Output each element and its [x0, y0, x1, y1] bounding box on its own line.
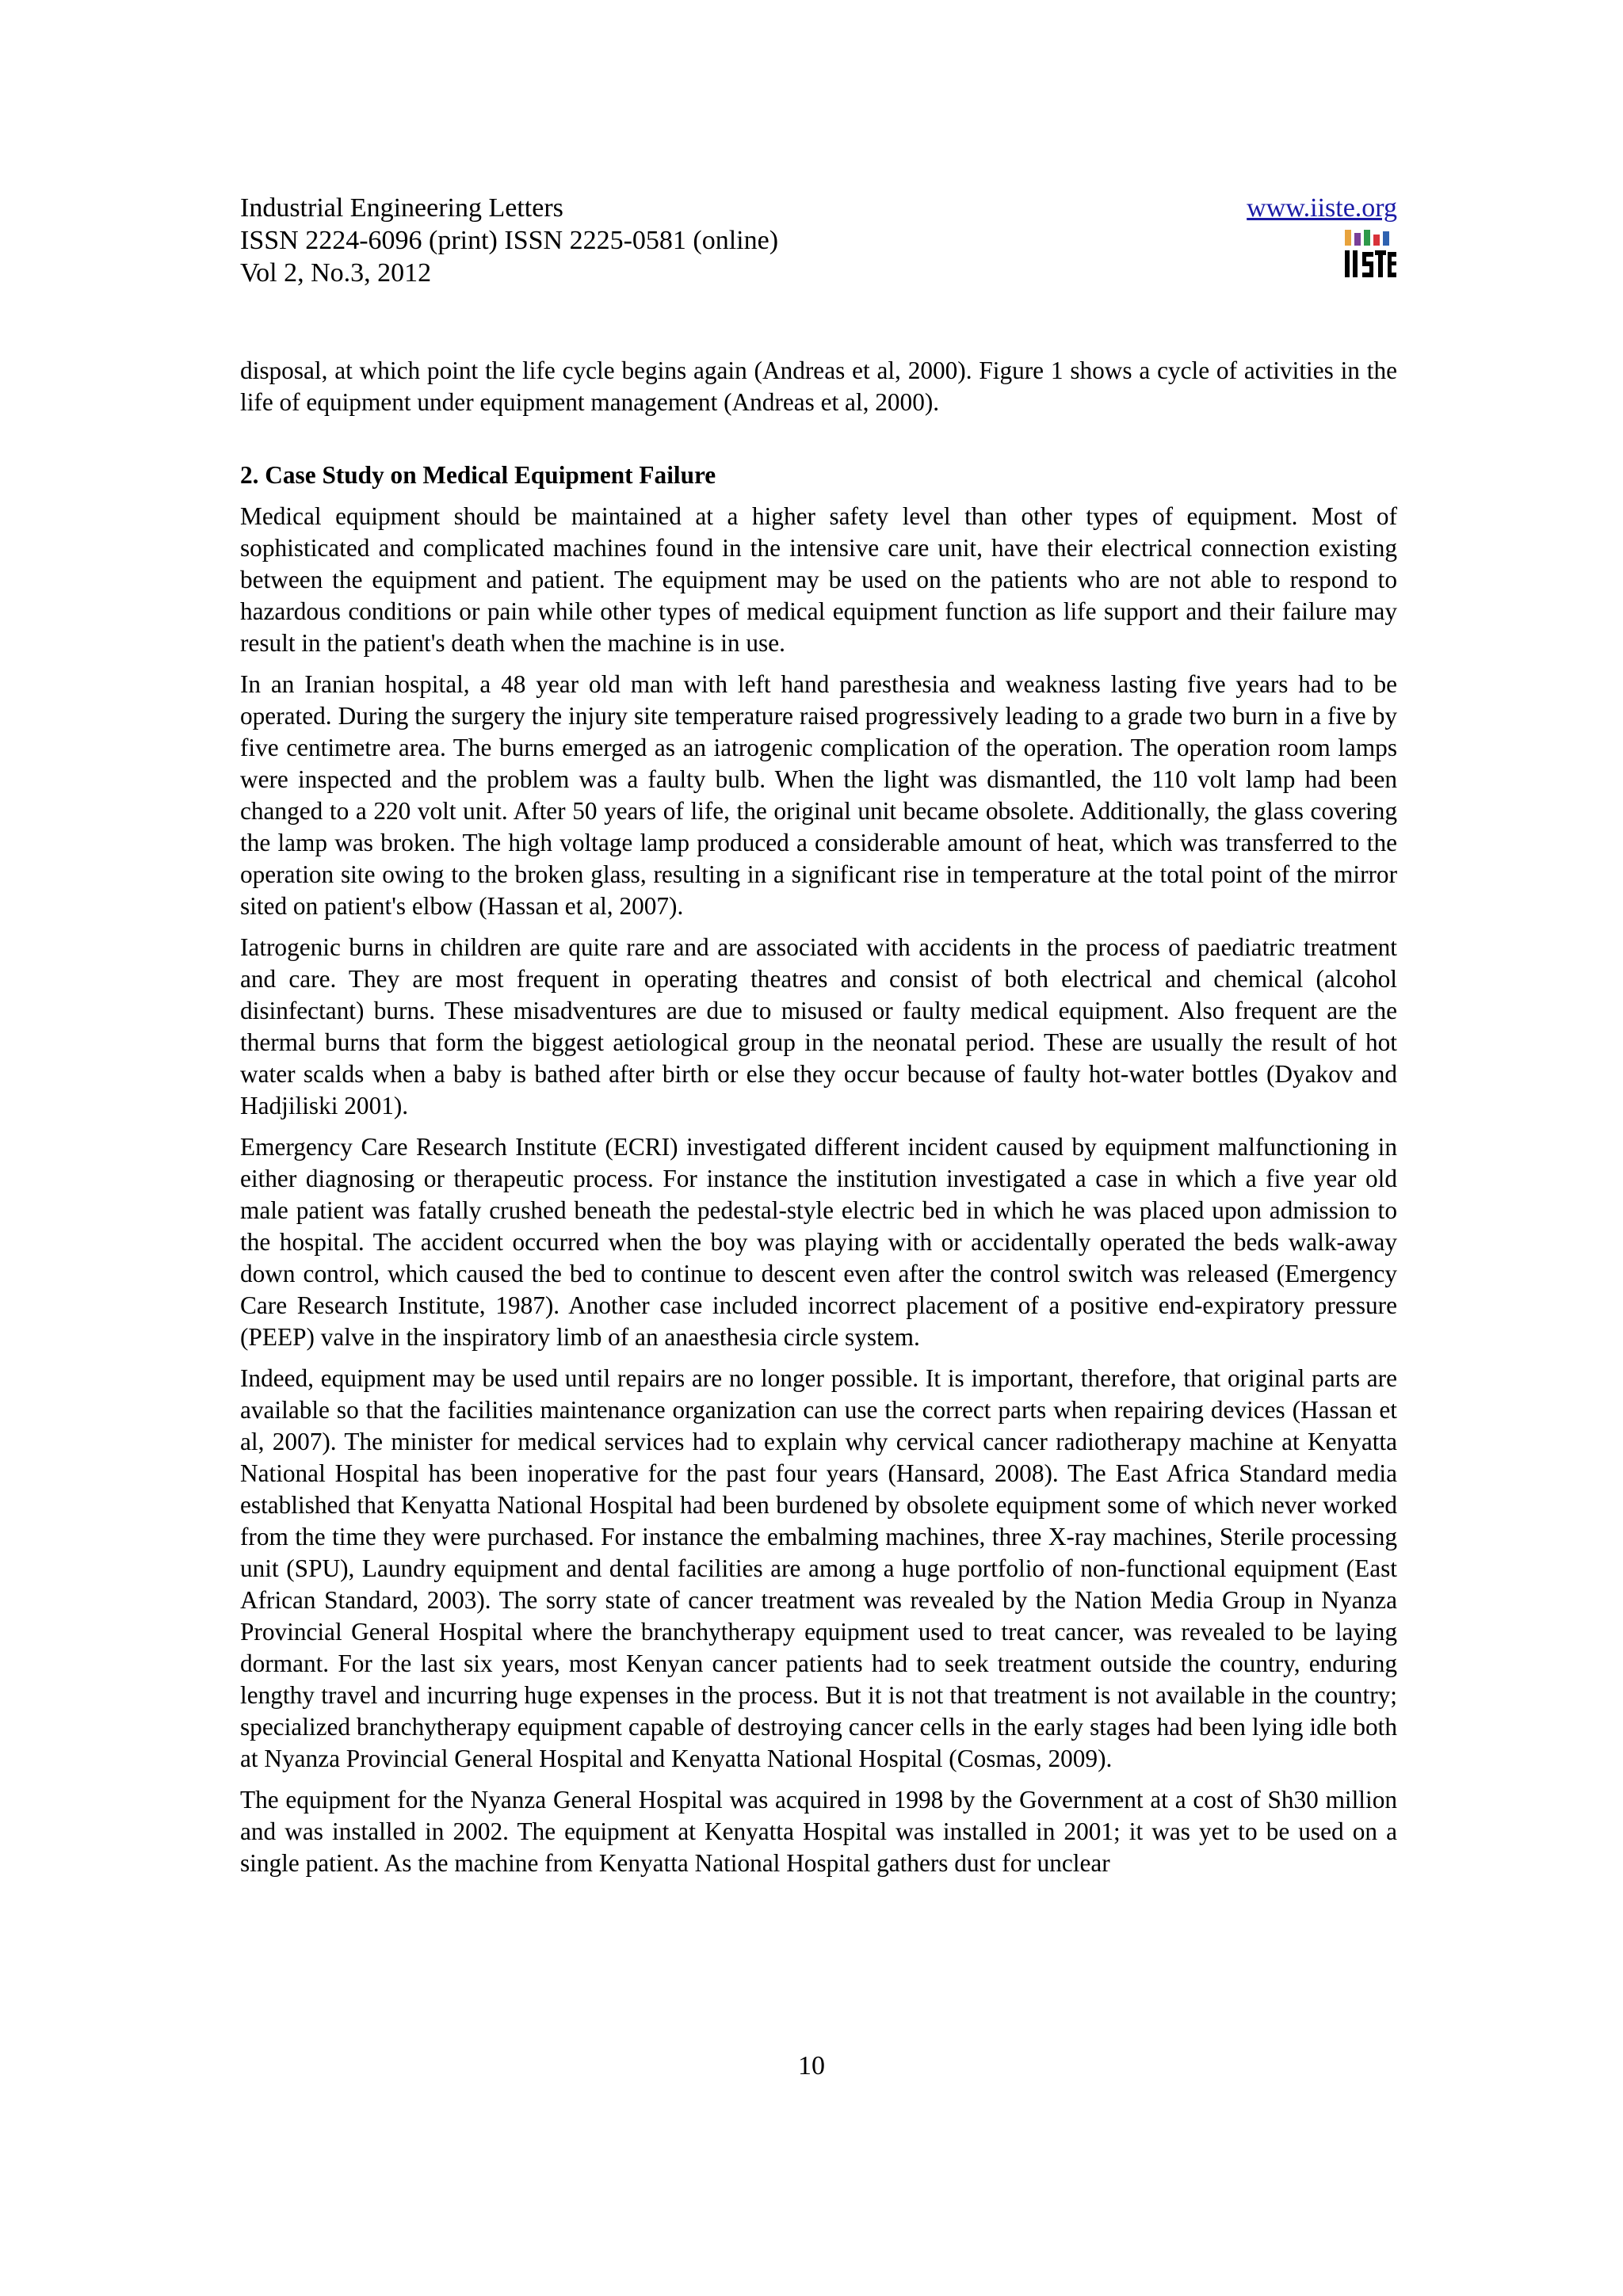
paragraph: The equipment for the Nyanza General Hospital was acquired in 1998 by the Government at a cost of Sh30 million and was installed in 2002. The equipment at Kenyatta Hospital was installed in 2001; it was yet to be used on a single patient. As the machine from Kenyatta National Hospital gathers dust for unclear [240, 1786, 1397, 1877]
paragraph: Emergency Care Research Institute (ECRI) investigated different incident caused by equipment malfunctioning in either diagnosing or therapeutic process. For instance the institution investigated a case in which a five year old male patient was fatally crushed beneath the pedestal-style electric bed in which he was placed upon admission to the hospital. The accident occurred when the boy was playing with or accidentally operated the beds walk-away down control, which caused the bed to continue to descent even after the control switch was released (Emergency Care Research Institute, 1987). Another case included incorrect placement of a positive end-expiratory pressure (PEEP) valve in the inspiratory limb of an anaesthesia circle system. [240, 1133, 1397, 1351]
page-number: 10 [798, 2051, 825, 2081]
iiste-logo [1342, 228, 1397, 279]
intro-paragraph: disposal, at which point the life cycle begins again (Andreas et al, 2000). Figure 1 shows a cycle of activities in the life of equipment under equipment management (Andreas et al, 2000). [240, 357, 1397, 416]
volume-line: Vol 2, No.3, 2012 [240, 258, 432, 288]
issn-line: ISSN 2224-6096 (print) ISSN 2225-0581 (online) [240, 226, 779, 255]
journal-title: Industrial Engineering Letters [240, 193, 563, 223]
paragraph: In an Iranian hospital, a 48 year old man with left hand paresthesia and weakness lasting five years had to be operated. During the surgery the injury site temperature raised progressively leading to a grade two burn in a five by five centimetre area. The burns emerged as an iatrogenic complication of the operation. The operation room lamps were inspected and the problem was a faulty bulb. When the light was dismantled, the 110 volt lamp had been changed to a 220 volt unit. After 50 years of life, the original unit became obsolete. Additionally, the glass covering the lamp was broken. The high voltage lamp produced a considerable amount of heat, which was transferred to the operation site owing to the broken glass, resulting in a significant rise in temperature at the total point of the mirror sited on patient's elbow (Hassan et al, 2007). [240, 670, 1397, 920]
paragraph: Medical equipment should be maintained at a higher safety level than other types of equipment. Most of sophisticated and complicated machines found in the intensive care unit, have their electrical connection existing between the equipment and patient. The equipment may be used on the patients who are not able to respond to hazardous conditions or pain while other types of medical equipment function as life support and their failure may result in the patient's death when the machine is in use. [240, 502, 1397, 657]
article-body [240, 355, 1397, 1889]
page-header [240, 192, 1397, 289]
journal-url-link[interactable]: www.iiste.org [1247, 193, 1397, 223]
paragraph: Iatrogenic burns in children are quite rare and are associated with accidents in the process of paediatric treatment and care. They are most frequent in operating theatres and consist of both electrical and chemical (alcohol disinfectant) burns. These misadventures are due to misused or faulty medical equipment. Also frequent are the thermal burns that form the biggest aetiological group in the neonatal period. These are usually the result of hot water scalds when a baby is bathed after birth or else they occur because of faulty hot-water bottles (Dyakov and Hadjiliski 2001). [240, 933, 1397, 1119]
paragraph: Indeed, equipment may be used until repairs are no longer possible. It is important, therefore, that original parts are available so that the facilities maintenance organization can use the correct parts when repairing devices (Hassan et al, 2007). The minister for medical services had to explain why cervical cancer radiotherapy machine at Kenyatta National Hospital has been inoperative for the past four years (Hansard, 2008). The East Africa Standard media established that Kenyatta National Hospital had been burdened by obsolete equipment some of which never worked from the time they were purchased. For instance the embalming machines, three X-ray machines, Sterile processing unit (SPU), Laundry equipment and dental facilities are among a huge portfolio of non-functional equipment (East African Standard, 2003). The sorry state of cancer treatment was revealed by the Nation Media Group in Nyanza Provincial General Hospital where the branchytherapy equipment used to treat cancer, was revealed to be laying dormant. For the last six years, most Kenyan cancer patients had to seek treatment outside the country, enduring lengthy travel and incurring huge expenses in the process. But it is not that treatment is not available in the country; specialized branchytherapy equipment capable of destroying cancer cells in the early stages had been lying idle both at Nyanza Provincial General Hospital and Kenyatta National Hospital (Cosmas, 2009). [240, 1364, 1397, 1772]
section-heading: 2. Case Study on Medical Equipment Failure [240, 461, 716, 489]
